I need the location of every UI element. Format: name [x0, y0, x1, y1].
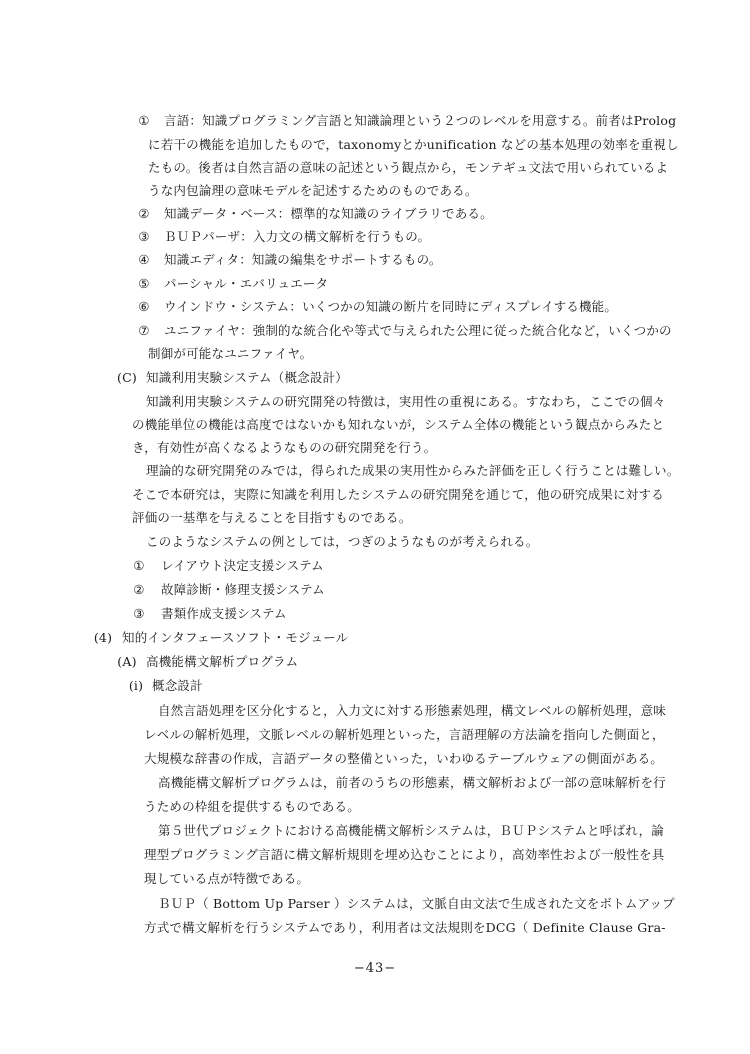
text-line: うための枠組を提供するものである。: [144, 799, 360, 814]
item-marker: (4): [93, 630, 113, 645]
item-marker: ③: [133, 606, 145, 621]
list-item: [136, 205, 493, 223]
text-line: 理論的な研究開発のみでは，得られた成果の実用性からみた評価を正しく行うことは難しい。: [146, 463, 680, 478]
text-line: 現している点が特徴である。: [144, 871, 310, 886]
section-heading: [116, 653, 298, 671]
text-line: 評価の一基準を与えることを目指すものである。: [132, 510, 412, 525]
item-marker: ②: [133, 582, 145, 597]
text-line: 高機能構文解析プログラムは，前者のうちの形態素，構文解析および一部の意味解析を行: [158, 775, 666, 790]
text-line: そこで本研究は，実際に知識を利用したシステムの研究開発を通じて，他の研究成果に対する: [132, 487, 664, 502]
text-line: 知識エディタ：知識の編集をサポートするもの。: [164, 252, 442, 267]
item-marker: ⑤: [138, 276, 150, 291]
item-marker: (i): [128, 678, 144, 693]
item-marker: ⑥: [138, 299, 150, 314]
text-line: き，有効性が高くなるようなものの研究開発を行う。: [132, 440, 437, 455]
text-line: 故障診断・修理支援システム: [161, 582, 325, 597]
list-item: [131, 581, 325, 599]
list-item: [136, 275, 328, 293]
item-marker: ④: [138, 252, 150, 267]
text-line: ユニファイヤ：強制的な統合化や等式で与えられた公理に従った統合化など，いくつかの: [164, 323, 672, 338]
text-line: 知識利用実験システムの研究開発の特徴は，実用性の重視にある。すなわち，ここでの個々: [146, 394, 666, 409]
list-item: [136, 251, 442, 269]
text-line: 理型プログラミング言語に構文解析規則を埋め込むことにより，高効率性および一般性を具: [144, 847, 665, 862]
text-line: うな内包論理の意味モデルを記述するためのものである。: [148, 183, 478, 198]
text-line: ＢＵＰパーザ：入力文の構文解析を行うもの。: [164, 229, 431, 244]
text-line: パーシャル・エバリュエータ: [164, 276, 329, 291]
text-line: 制御が可能なユニファイヤ。: [148, 346, 313, 361]
text-line: ＢＵＰ（ Bottom Up Parser ）システムは，文脈自由文法で生成された文をボトムアップ: [158, 896, 675, 911]
list-item: [131, 605, 287, 623]
text-line: 言語：知識プログラミング言語と知識論理という２つのレベルを用意する。前者はProlog: [164, 113, 677, 128]
item-marker: ③: [138, 229, 150, 244]
page-number: −43−: [353, 961, 397, 976]
text-line: ウインドウ・システム：いくつかの知識の断片を同時にディスプレイする機能。: [164, 299, 618, 314]
item-marker: ①: [138, 113, 150, 128]
heading-text: 知的インタフェースソフト・モジュール: [122, 630, 349, 645]
heading-text: 概念設計: [152, 678, 203, 693]
heading-text: 知識利用実験システム（概念設計）: [146, 370, 348, 385]
item-marker: ⑦: [138, 323, 150, 338]
list-item: [136, 112, 676, 130]
section-heading: [92, 629, 348, 647]
text-line: このようなシステムの例としては，つぎのようなものが考えられる。: [146, 534, 539, 549]
list-item: [136, 228, 430, 246]
text-line: 方式で構文解析を行うシステムであり，利用者は文法規則をDCG（ Definite Clause Gra-: [144, 920, 666, 935]
item-marker: ①: [133, 558, 145, 573]
section-heading: [128, 677, 203, 695]
text-line: 知識データ・ベース：標準的な知識のライブラリである。: [164, 206, 493, 221]
text-line: レベルの解析処理，文脈レベルの解析処理といった，言語理解の方法論を指向した側面と，: [144, 727, 665, 742]
text-line: たもの。後者は自然言語の意味の記述という観点から，モンテギュ文法で用いられているよ: [148, 160, 669, 175]
text-line: 第５世代プロジェクトにおける高機能構文解析システムは，ＢＵＰシステムと呼ばれ，論: [158, 823, 665, 838]
text-line: に若干の機能を追加したもので，taxonomyとかunification などの基本処理の効率を重視し: [148, 137, 679, 152]
heading-text: 高機能構文解析プログラム: [146, 654, 299, 669]
list-item: [136, 298, 617, 316]
item-marker: (A): [117, 654, 137, 669]
text-line: 大規模な辞書の作成，言語データの整備といった，いわゆるテーブルウェアの側面がある。: [144, 751, 664, 766]
list-item: [131, 557, 324, 575]
text-line: 自然言語処理を区分化すると，入力文に対する形態素処理，構文レベルの解析処理，意味: [158, 703, 667, 718]
section-heading: [116, 369, 348, 387]
text-line: 書類作成支援システム: [161, 606, 287, 621]
item-marker: ②: [138, 206, 150, 221]
list-item: [136, 322, 672, 340]
text-line: の機能単位の機能は高度ではないかも知れないが，システム全体の機能という観点からみたと: [132, 417, 665, 432]
text-line: レイアウト決定支援システム: [161, 558, 324, 573]
item-marker: (C): [117, 370, 137, 385]
